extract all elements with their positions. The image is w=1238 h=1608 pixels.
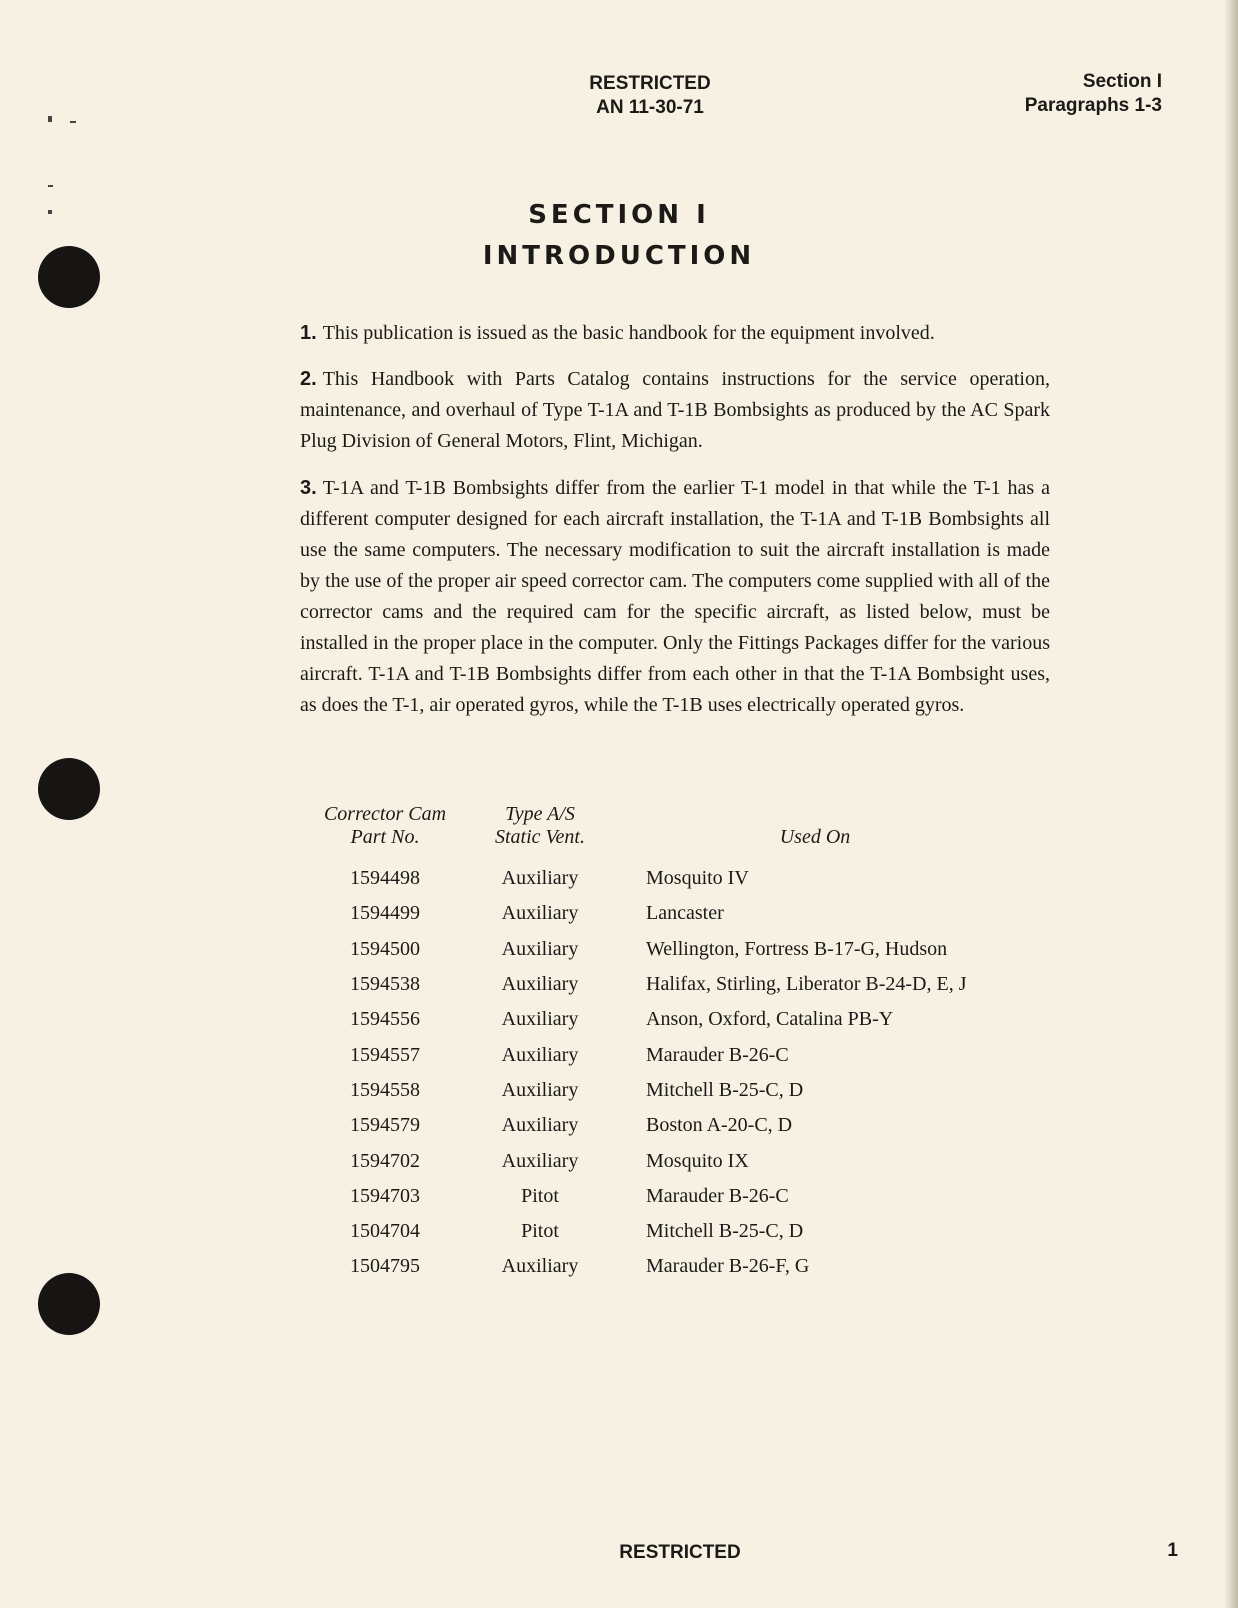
vent-type-cell: Auxiliary — [501, 1255, 579, 1278]
paragraph-1 — [300, 318, 1050, 349]
vent-type-cell: Pitot — [521, 1184, 559, 1207]
used-on-cell: Wellington, Fortress B-17-G, Hudson — [646, 937, 948, 960]
column-header-line: Type A/S — [505, 803, 575, 825]
paragraph-3 — [300, 473, 1050, 721]
speck-mark — [48, 116, 52, 122]
section-subheading: INTRODUCTION — [482, 241, 756, 271]
used-on-cell: Lancaster — [646, 902, 724, 925]
header-document-number: AN 11-30-71 — [596, 97, 704, 118]
table-row — [300, 1037, 1020, 1072]
header-paragraphs-ref: Paragraphs 1-3 — [1024, 95, 1162, 116]
used-on-cell: Mitchell B-25-C, D — [646, 1078, 804, 1101]
table-row — [300, 932, 1020, 967]
part-number-cell: 1594703 — [350, 1184, 420, 1207]
used-on-cell: Halifax, Stirling, Liberator B-24-D, E, J — [646, 973, 967, 996]
paragraph-text: T-1A and T-1B Bombsights differ from the earlier T-1 model in that while the T-1 has a different computer designed for each aircraft installation, the T-1A and T-1B Bombsights all use the same computers. The necessary modification to suit the aircraft installation is made by the use of the proper air speed corrector cam. The computers come supplied with all of the corrector cams and the required cam for the specific aircraft, as listed below, must be installed in the proper place in the computer. Only the Fittings Packages differ for the various aircraft. T-1A and T-1B Bombsights differ from each other in that the T-1A Bombsight uses, as does the T-1, air operated gyros, while the T-1B uses electrically operated gyros. — [300, 477, 1050, 716]
paragraph-number: 2. — [300, 368, 317, 390]
table-row — [300, 967, 1020, 1002]
header-classification: RESTRICTED — [589, 73, 711, 94]
binder-hole-middle — [38, 758, 100, 820]
page-header-right — [1025, 70, 1162, 118]
paragraph-number: 3. — [300, 477, 317, 499]
vent-type-cell: Auxiliary — [501, 937, 579, 960]
table-row — [300, 1073, 1020, 1108]
paragraph-text: This Handbook with Parts Catalog contains instructions for the service operation, maintenance, and overhaul of Type T-1A and T-1B Bombsights as produced by the AC Spark Plug Division of General Motors, Flint, Michigan. — [300, 368, 1050, 452]
vent-type-cell: Auxiliary — [501, 973, 579, 996]
vent-type-cell: Auxiliary — [501, 867, 579, 890]
vent-type-cell: Auxiliary — [501, 1043, 579, 1066]
part-number-cell: 1594558 — [350, 1078, 420, 1101]
table-row — [300, 1179, 1020, 1214]
paragraph-number: 1. — [300, 322, 317, 344]
column-header-line: Static Vent. — [495, 826, 585, 848]
page-header-center — [520, 72, 780, 120]
used-on-cell: Boston A-20-C, D — [646, 1114, 793, 1137]
part-number-cell: 1594538 — [350, 973, 420, 996]
column-header-used-on: Used On — [779, 826, 851, 848]
column-header-line: Corrector Cam — [323, 803, 447, 825]
vent-type-cell: Auxiliary — [501, 1114, 579, 1137]
part-number-cell: 1594499 — [350, 902, 420, 925]
table-header-row — [300, 803, 1020, 861]
section-heading: SECTION I — [528, 200, 710, 230]
table-row — [300, 1143, 1020, 1178]
speck-mark — [70, 121, 76, 123]
page-number: 1 — [1167, 1540, 1178, 1561]
table-row — [300, 1108, 1020, 1143]
table-row — [300, 1214, 1020, 1249]
table-row — [300, 861, 1020, 896]
used-on-cell: Mosquito IV — [646, 867, 749, 890]
table-row — [300, 1249, 1020, 1284]
header-section-ref: Section I — [1082, 71, 1162, 92]
used-on-cell: Marauder B-26-C — [646, 1184, 789, 1207]
vent-type-cell: Auxiliary — [501, 1149, 579, 1172]
column-header-part-no — [300, 803, 470, 861]
part-number-cell: 1594557 — [350, 1043, 420, 1066]
part-number-cell: 1594702 — [350, 1149, 420, 1172]
part-number-cell: 1504704 — [350, 1220, 420, 1243]
table-row — [300, 1002, 1020, 1037]
paragraph-2 — [300, 364, 1050, 457]
used-on-cell: Marauder B-26-F, G — [646, 1255, 810, 1278]
vent-type-cell: Auxiliary — [501, 1008, 579, 1031]
column-header-line: Part No. — [350, 826, 420, 848]
vent-type-cell: Pitot — [521, 1220, 559, 1243]
part-number-cell: 1594500 — [350, 937, 420, 960]
vent-type-cell: Auxiliary — [501, 902, 579, 925]
used-on-cell: Mitchell B-25-C, D — [646, 1220, 804, 1243]
used-on-cell: Mosquito IX — [646, 1149, 749, 1172]
part-number-cell: 1594579 — [350, 1114, 420, 1137]
used-on-cell: Marauder B-26-C — [646, 1043, 789, 1066]
used-on-cell: Anson, Oxford, Catalina PB-Y — [646, 1008, 894, 1031]
binder-hole-bottom — [38, 1273, 100, 1335]
part-number-cell: 1504795 — [350, 1255, 420, 1278]
part-number-cell: 1594498 — [350, 867, 420, 890]
column-header-vent-type — [470, 803, 610, 861]
footer-classification: RESTRICTED — [619, 1542, 741, 1563]
part-number-cell: 1594556 — [350, 1008, 420, 1031]
paragraph-text: This publication is issued as the basic handbook for the equipment involved. — [322, 322, 935, 344]
speck-mark — [48, 185, 53, 187]
table-row — [300, 896, 1020, 931]
corrector-cam-table — [300, 803, 1020, 1285]
vent-type-cell: Auxiliary — [501, 1078, 579, 1101]
